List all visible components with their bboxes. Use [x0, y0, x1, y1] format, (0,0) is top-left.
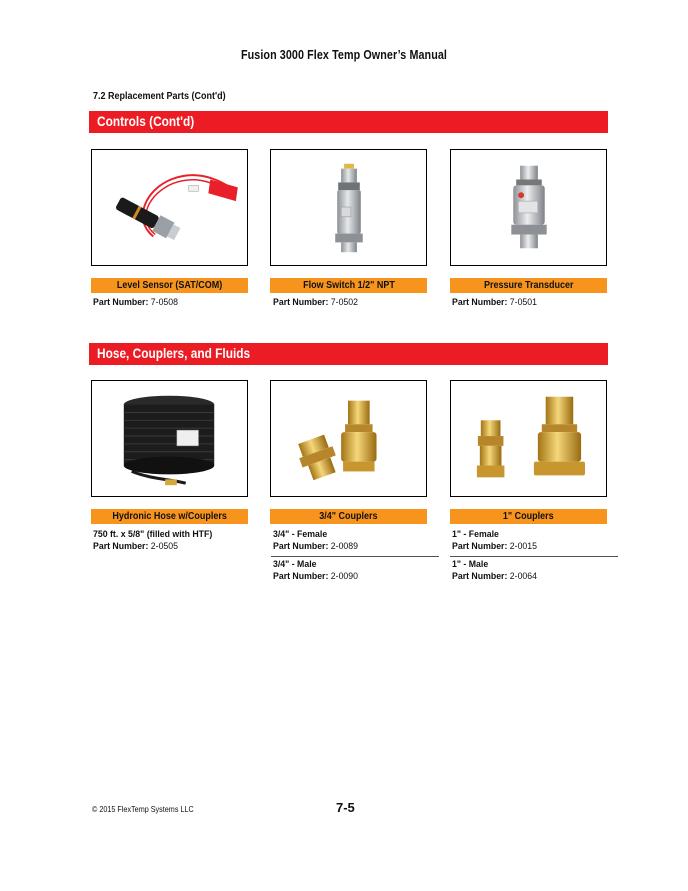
document-title: Fusion 3000 Flex Temp Owner’s Manual	[240, 48, 447, 62]
level-sensor-photo	[91, 149, 248, 266]
part-number-label: Part Number:	[273, 541, 329, 552]
hydronic-hose-image	[92, 381, 247, 496]
level-sensor-label	[91, 278, 248, 293]
three-quarter-couplers-photo	[270, 380, 427, 497]
part-number-value: 2-0090	[328, 571, 359, 582]
hydronic-hose-entry	[93, 529, 223, 553]
controls-banner-title: Controls (Cont'd)	[97, 114, 195, 129]
three-quarter-couplers-label-text: 3/4" Couplers	[319, 511, 378, 522]
hoses-banner	[89, 343, 608, 365]
entry-description: 1" - Female	[452, 529, 499, 540]
one-inch-couplers-label	[450, 509, 607, 524]
three-quarter-male-entry	[273, 559, 365, 583]
level-sensor-label-text: Level Sensor (SAT/COM)	[116, 280, 223, 291]
hoses-banner-title: Hose, Couplers, and Fluids	[97, 346, 251, 361]
part-number-value: 7-0508	[148, 297, 179, 308]
one-inch-couplers-label-text: 1" Couplers	[503, 511, 554, 522]
controls-banner	[89, 111, 608, 133]
three-quarter-couplers-image	[271, 381, 426, 496]
part-number-label: Part Number:	[273, 297, 329, 308]
level-sensor-image	[92, 150, 247, 265]
pressure-transducer-photo	[450, 149, 607, 266]
pressure-transducer-image	[451, 150, 606, 265]
one-inch-couplers-photo	[450, 380, 607, 497]
part-number-value: 7-0502	[328, 297, 359, 308]
entry-description: 3/4" - Female	[273, 529, 328, 540]
three-quarter-female-entry	[273, 529, 365, 553]
entry-description: 1" - Male	[452, 559, 489, 570]
entry-description: 3/4" - Male	[273, 559, 317, 570]
entry-divider	[271, 556, 439, 557]
part-number-label: Part Number:	[452, 571, 508, 582]
pressure-transducer-label-text: Pressure Transducer	[483, 280, 574, 291]
hydronic-hose-label	[91, 509, 248, 524]
one-inch-couplers-image	[451, 381, 606, 496]
page-number: 7-5	[336, 800, 355, 815]
entry-description: 750 ft. x 5/8" (filled with HTF)	[93, 529, 213, 540]
pressure-transducer-label	[450, 278, 607, 293]
hydronic-hose-label-text: Hydronic Hose w/Couplers	[112, 511, 227, 522]
flow-switch-label-text: Flow Switch 1/2" NPT	[302, 280, 395, 291]
entry-divider	[450, 556, 618, 557]
part-number-label: Part Number:	[452, 297, 508, 308]
part-number-value: 2-0089	[328, 541, 359, 552]
part-number-label: Part Number:	[273, 571, 329, 582]
part-number-value: 2-0064	[507, 571, 538, 582]
part-number-label: Part Number:	[452, 541, 508, 552]
one-inch-female-entry	[452, 529, 544, 553]
part-number-value: 2-0015	[507, 541, 538, 552]
part-number-value: 2-0505	[148, 541, 179, 552]
flow-switch-image	[271, 150, 426, 265]
part-number-value: 7-0501	[507, 297, 538, 308]
flow-switch-label	[270, 278, 427, 293]
part-number-label: Part Number:	[93, 297, 149, 308]
footer-copyright: © 2015 FlexTemp Systems LLC	[92, 804, 194, 814]
section-subtitle: 7.2 Replacement Parts (Cont'd)	[93, 91, 226, 102]
three-quarter-couplers-label	[270, 509, 427, 524]
pressure-transducer-part-number	[452, 297, 544, 309]
level-sensor-part-number	[93, 297, 185, 309]
flow-switch-photo	[270, 149, 427, 266]
flow-switch-part-number	[273, 297, 365, 309]
one-inch-male-entry	[452, 559, 544, 583]
hydronic-hose-photo	[91, 380, 248, 497]
part-number-label: Part Number:	[93, 541, 149, 552]
